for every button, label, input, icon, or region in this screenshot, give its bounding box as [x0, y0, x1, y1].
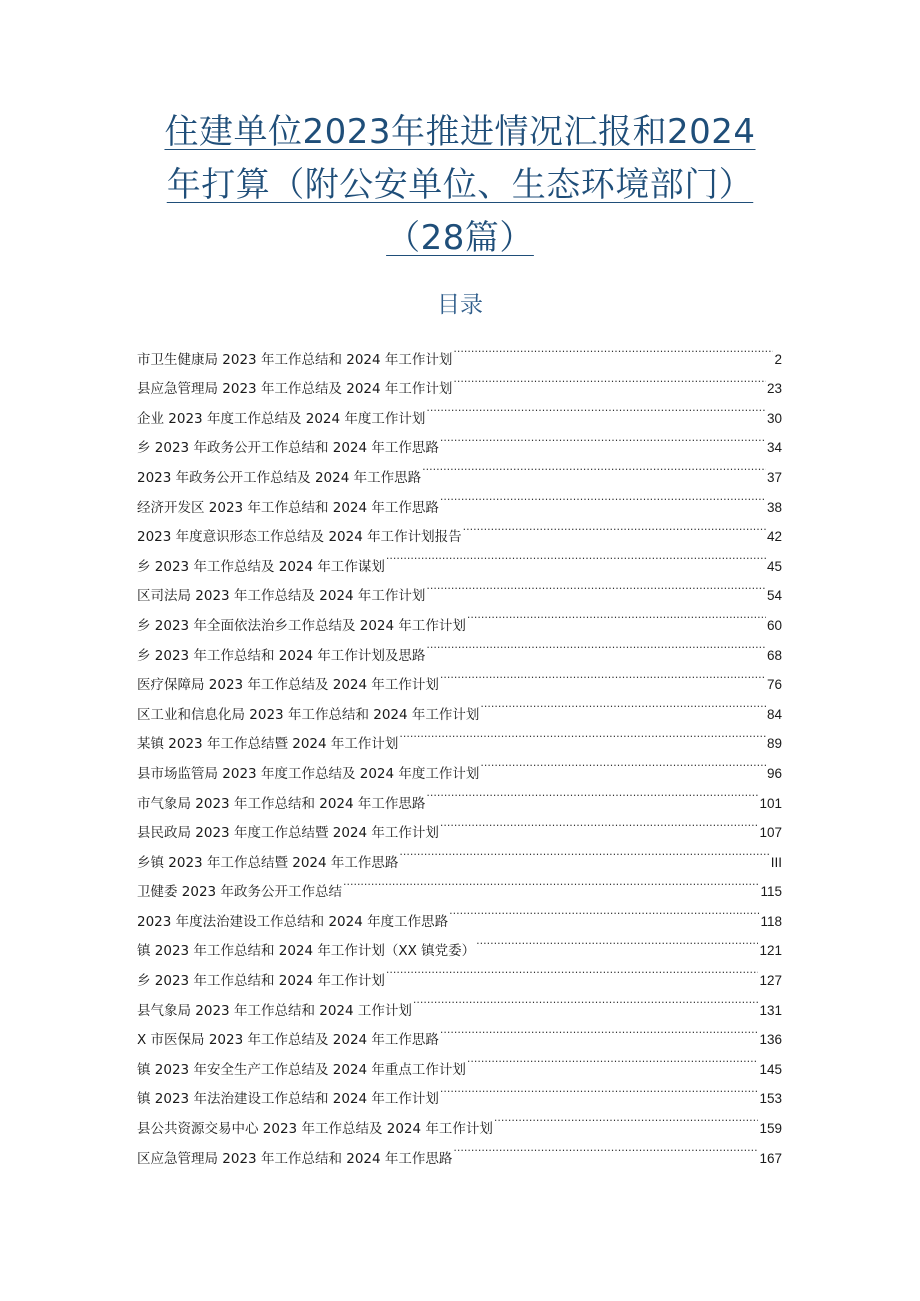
toc-entry-title: 县市场监管局 2023 年度工作总结及 2024 年度工作计划	[137, 765, 480, 782]
toc-entry-page-number: 118	[760, 913, 782, 929]
toc-entry-title: 镇 2023 年安全生产工作总结及 2024 年重点工作计划	[137, 1061, 466, 1078]
toc-entry-title: 市卫生健康局 2023 年工作总结和 2024 年工作计划	[137, 351, 453, 368]
toc-dot-leader	[422, 452, 766, 482]
toc-dot-leader	[449, 896, 759, 926]
toc-dot-leader	[399, 719, 766, 749]
toc-dot-leader	[440, 808, 759, 838]
toc-entry-title: 乡 2023 年工作总结及 2024 年工作谋划	[137, 558, 385, 575]
toc-entry-page-number: 121	[759, 943, 782, 959]
toc-entry-page-number: 84	[766, 706, 782, 722]
toc-entry-page-number: 2	[774, 351, 782, 367]
toc-heading: 目录	[437, 292, 483, 318]
toc-entry-page-number: 89	[766, 736, 782, 752]
toc-entry-title: 乡 2023 年工作总结和 2024 年工作计划	[137, 973, 385, 990]
toc-dot-leader	[343, 867, 760, 897]
toc-entry-page-number: 167	[759, 1150, 782, 1166]
toc-entry-title: 企业 2023 年度工作总结及 2024 年度工作计划	[137, 410, 426, 427]
toc-dot-leader	[440, 660, 766, 690]
toc-entry[interactable]	[137, 334, 782, 368]
toc-dot-leader	[453, 364, 766, 394]
toc-entry-page-number: 34	[766, 440, 782, 456]
toc-entry-title: 2023 年政务公开工作总结及 2024 年工作思路	[137, 469, 422, 486]
toc-dot-leader	[386, 541, 766, 571]
toc-dot-leader	[413, 985, 759, 1015]
toc-dot-leader	[426, 393, 766, 423]
toc-entry-title: 2023 年度意识形态工作总结及 2024 年工作计划报告	[137, 529, 462, 546]
toc-dot-leader	[426, 571, 766, 601]
toc-entry-page-number: 68	[766, 647, 782, 663]
document-title: 住建单位2023年推进情况汇报和2024年打算（附公安单位、生态环境部门）（28篇）	[164, 112, 756, 258]
toc-entry-title: 县公共资源交易中心 2023 年工作总结及 2024 年工作计划	[137, 1121, 493, 1138]
toc-entry-title: 县气象局 2023 年工作总结和 2024 工作计划	[137, 1002, 412, 1019]
toc-entry-page-number: 76	[766, 677, 782, 693]
toc-entry-page-number: 101	[759, 795, 782, 811]
toc-entry-page-number: III	[770, 854, 782, 870]
toc-entry-title: X 市医保局 2023 年工作总结及 2024 年工作思路	[137, 1032, 439, 1049]
toc-entry-title: 卫健委 2023 年政务公开工作总结	[137, 884, 342, 901]
toc-entry-title: 区应急管理局 2023 年工作总结和 2024 年工作思路	[137, 1150, 453, 1167]
toc-entry-title: 区工业和信息化局 2023 年工作总结和 2024 年工作计划	[137, 706, 480, 723]
toc-dot-leader	[440, 1015, 759, 1045]
toc-entry-title: 县应急管理局 2023 年工作总结及 2024 年工作计划	[137, 381, 453, 398]
toc-entry-page-number: 131	[759, 1002, 782, 1018]
toc-dot-leader	[480, 748, 766, 778]
table-of-contents	[137, 334, 782, 1167]
toc-dot-leader	[426, 778, 758, 808]
toc-dot-leader	[426, 630, 766, 660]
toc-entry-page-number: 107	[759, 825, 782, 841]
toc-entry-title: 镇 2023 年法治建设工作总结和 2024 年工作计划	[137, 1091, 439, 1108]
toc-entry-title: 某镇 2023 年工作总结暨 2024 年工作计划	[137, 736, 399, 753]
toc-entry-title: 镇 2023 年工作总结和 2024 年工作计划（XX 镇党委）	[137, 943, 476, 960]
toc-entry-page-number: 42	[766, 529, 782, 545]
toc-dot-leader	[467, 1044, 759, 1074]
toc-dot-leader	[467, 600, 766, 630]
toc-entry-page-number: 145	[759, 1061, 782, 1077]
toc-dot-leader	[480, 689, 766, 719]
toc-dot-leader	[440, 423, 766, 453]
toc-dot-leader	[386, 955, 759, 985]
toc-entry-page-number: 159	[759, 1121, 782, 1137]
toc-dot-leader	[476, 926, 758, 956]
toc-entry-page-number: 45	[766, 558, 782, 574]
toc-dot-leader	[453, 334, 773, 364]
toc-entry-page-number: 30	[766, 410, 782, 426]
toc-entry-title: 医疗保障局 2023 年工作总结及 2024 年工作计划	[137, 677, 439, 694]
toc-entry-page-number: 54	[766, 588, 782, 604]
toc-dot-leader	[440, 482, 766, 512]
toc-entry-page-number: 38	[766, 499, 782, 515]
toc-entry-page-number: 37	[766, 469, 782, 485]
toc-entry-title: 2023 年度法治建设工作总结和 2024 年度工作思路	[137, 913, 449, 930]
toc-entry-title: 乡 2023 年工作总结和 2024 年工作计划及思路	[137, 647, 426, 664]
toc-entry-page-number: 115	[760, 884, 782, 900]
toc-dot-leader	[494, 1103, 759, 1133]
toc-entry-page-number: 23	[766, 381, 782, 397]
toc-entry-title: 市气象局 2023 年工作总结和 2024 年工作思路	[137, 795, 426, 812]
toc-entry-page-number: 60	[766, 617, 782, 633]
toc-entry-title: 区司法局 2023 年工作总结及 2024 年工作计划	[137, 588, 426, 605]
toc-dot-leader	[440, 1074, 759, 1104]
toc-entry-title: 乡镇 2023 年工作总结暨 2024 年工作思路	[137, 854, 399, 871]
toc-dot-leader	[463, 512, 766, 542]
toc-entry-title: 乡 2023 年全面依法治乡工作总结及 2024 年工作计划	[137, 617, 466, 634]
toc-entry-page-number: 136	[759, 1032, 782, 1048]
toc-dot-leader	[453, 1133, 758, 1163]
toc-entry-page-number: 153	[759, 1091, 782, 1107]
toc-entry-title: 乡 2023 年政务公开工作总结和 2024 年工作思路	[137, 440, 439, 457]
toc-dot-leader	[399, 837, 769, 867]
toc-entry-page-number: 127	[759, 973, 782, 989]
toc-entry-title: 县民政局 2023 年度工作总结暨 2024 年工作计划	[137, 825, 439, 842]
toc-entry-page-number: 96	[766, 765, 782, 781]
toc-entry-title: 经济开发区 2023 年工作总结和 2024 年工作思路	[137, 499, 439, 516]
